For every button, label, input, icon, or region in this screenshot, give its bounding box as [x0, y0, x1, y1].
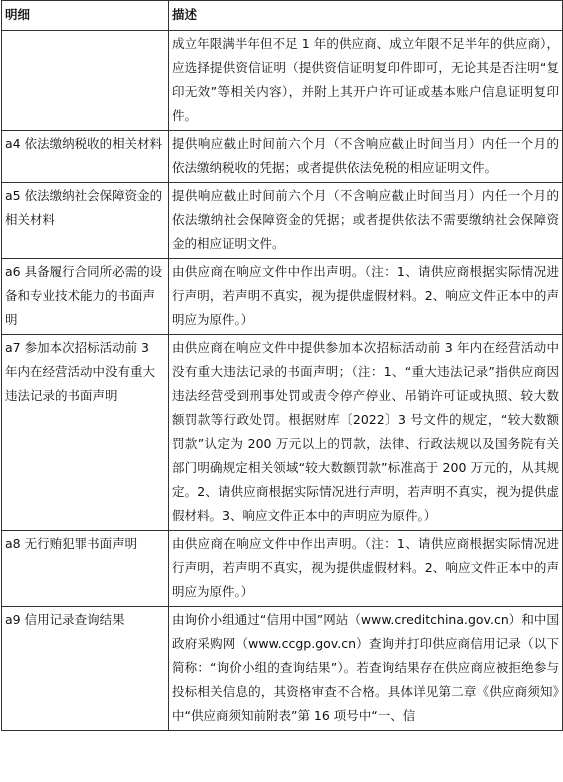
- row-description: 提供响应截止时间前六个月（不含响应截止时间当月）内任一个月的依法缴纳税收的凭据；或者提供依法免税的相应证明文件。: [169, 131, 563, 183]
- table-row: [2, 31, 563, 131]
- row-item: a8 无行贿犯罪书面声明: [2, 531, 169, 607]
- header-description: 描述: [169, 1, 563, 31]
- table-row: [2, 131, 563, 183]
- table-row: [2, 183, 563, 259]
- table-row: [2, 607, 563, 731]
- row-item: [2, 31, 169, 131]
- row-description: 由询价小组通过“信用中国”网站（www.creditchina.gov.cn）和中国政府采购网（www.ccgp.gov.cn）查询并打印供应商信用记录（以下简称：“询价小组的查询结果”）。若查询结果存在供应商应被拒绝参与投标相关信息的，其资格审查不合格。具体详见第二章《供应商须知》中“供应商须知前附表”第 16 项号中“一、信: [169, 607, 563, 731]
- table-row: [2, 531, 563, 607]
- row-description: 提供响应截止时间前六个月（不含响应截止时间当月）内任一个月的依法缴纳社会保障资金的凭据；或者提供依法不需要缴纳社会保障资金的相应证明文件。: [169, 183, 563, 259]
- row-item: a6 具备履行合同所必需的设备和专业技术能力的书面声明: [2, 259, 169, 335]
- row-description: 由供应商在响应文件中作出声明。（注：1、请供应商根据实际情况进行声明，若声明不真实，视为提供虚假材料。2、响应文件正本中的声明应为原件。）: [169, 259, 563, 335]
- row-item: a7 参加本次招标活动前 3 年内在经营活动中没有重大违法记录的书面声明: [2, 335, 169, 531]
- row-description: 由供应商在响应文件中作出声明。（注：1、请供应商根据实际情况进行声明，若声明不真实，视为提供虚假材料。2、响应文件正本中的声明应为原件。）: [169, 531, 563, 607]
- row-description: 由供应商在响应文件中提供参加本次招标活动前 3 年内在经营活动中没有重大违法记录的书面声明；（注：1、“重大违法记录”指供应商因违法经营受到刑事处罚或责令停产停业、吊销许可证或执照、较大数额罚款等行政处罚。根据财库〔2022〕3 号文件的规定，“较大数额罚款”认定为 200 万元以上的罚款，法律、行政法规以及国务院有关部门明确规定相关领域“较大数额罚款”标准高于 200 万元的，从其规定。2、请供应商根据实际情况进行声明，若声明不真实，视为提供虚假材料。3、响应文件正本中的声明应为原件。）: [169, 335, 563, 531]
- qualification-table: [1, 0, 563, 731]
- row-item: a5 依法缴纳社会保障资金的相关材料: [2, 183, 169, 259]
- table-row: [2, 335, 563, 531]
- row-item: a9 信用记录查询结果: [2, 607, 169, 731]
- row-item: a4 依法缴纳税收的相关材料: [2, 131, 169, 183]
- table-header-row: [2, 1, 563, 31]
- header-item: 明细: [2, 1, 169, 31]
- table-row: [2, 259, 563, 335]
- row-description: 成立年限满半年但不足 1 年的供应商、成立年限不足半年的供应商），应选择提供资信证明（提供资信证明复印件即可，无论其是否注明“复印无效”等相关内容），并附上其开户许可证或基本账户信息证明复印件。: [169, 31, 563, 131]
